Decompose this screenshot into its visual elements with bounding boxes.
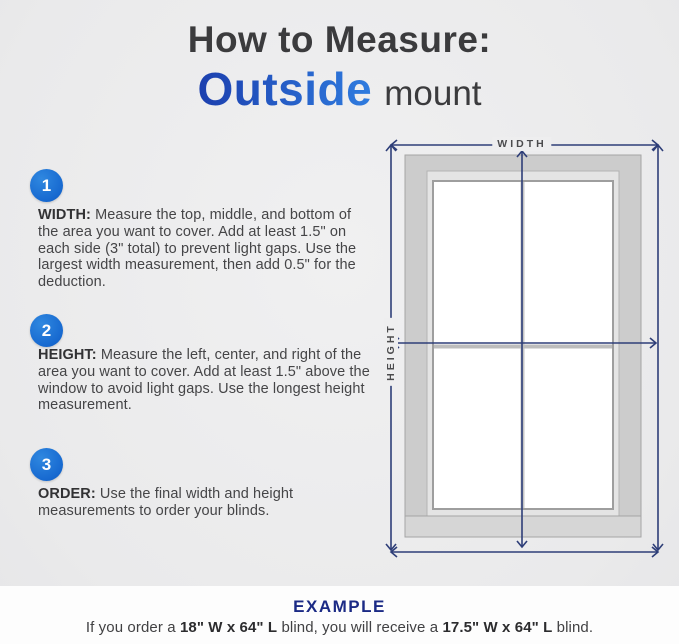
page-title [0, 20, 679, 114]
step-3-text [38, 486, 374, 520]
step-3-label: ORDER: [38, 486, 96, 502]
step-1-label: WIDTH: [38, 207, 91, 223]
step-1-text [38, 207, 374, 291]
step-3-body: Use the final width and height measurements to order your blinds. [38, 486, 294, 519]
step-3-badge: 3 [30, 448, 63, 481]
window-measurement-diagram [370, 125, 670, 565]
example-section [0, 586, 679, 644]
example-ordered-size: 18" W x 64" L [179, 619, 278, 636]
example-received-size: 17.5" W x 64" L [442, 619, 553, 636]
title-line-1: How to Measure: [187, 19, 492, 60]
example-middle: blind, you will receive a [277, 619, 443, 636]
step-2-badge: 2 [30, 314, 63, 347]
example-prefix: If you order a [85, 619, 180, 636]
title-mount-type: Outside [197, 62, 373, 115]
example-suffix: blind. [552, 619, 594, 636]
step-1-badge: 1 [30, 169, 63, 202]
width-measure-label: WIDTH [492, 137, 551, 151]
window-diagram-svg [370, 125, 670, 565]
step-2-label: HEIGHT: [38, 347, 97, 363]
window-sill [405, 516, 641, 537]
step-2-body: Measure the left, center, and right of the area you want to cover. Add at least 1.5" above the window to avoid light gaps. Use the longest height measurement. [38, 347, 370, 414]
example-heading: EXAMPLE [293, 597, 386, 616]
step-1-body: Measure the top, middle, and bottom of the area you want to cover. Add at least 1.5" on each side (3" total) to prevent light gaps. Use the largest width measurement, then add 0.5" for the deduction. [38, 207, 357, 291]
height-measure-label: HEIGHT [384, 318, 398, 386]
step-2-text [38, 347, 374, 414]
example-sentence [0, 619, 679, 636]
title-line-2 [0, 64, 679, 115]
title-mount-word: mount [384, 73, 482, 113]
